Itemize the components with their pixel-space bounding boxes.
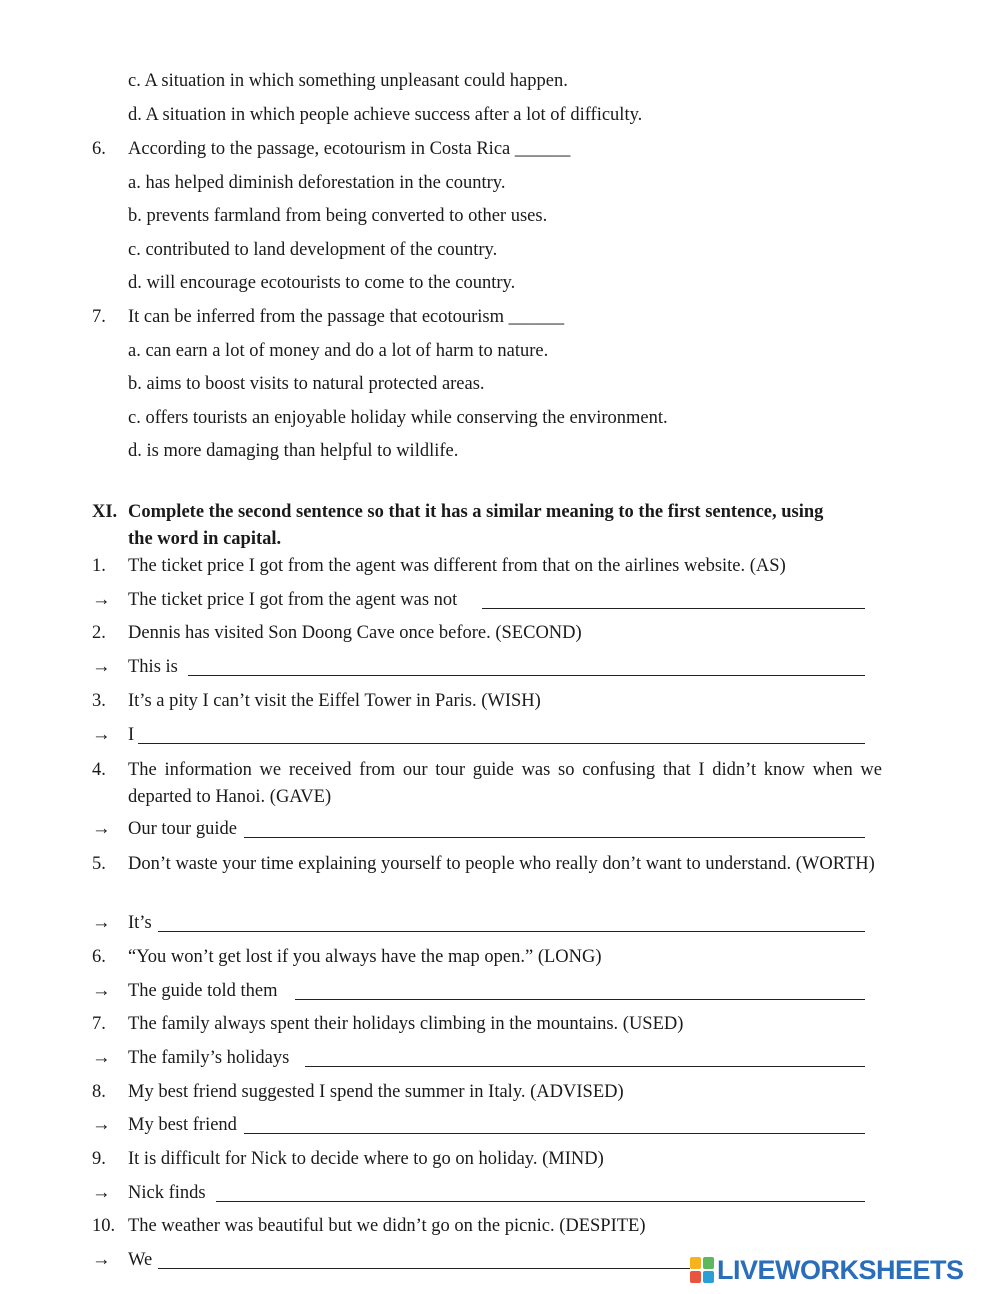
item-prompt: The family’s holidays bbox=[128, 1048, 290, 1068]
item-sentence: The ticket price I got from the agent was different from that on the airlines website. (AS) bbox=[128, 556, 786, 576]
logo-text: LIVEWORKSHEETS bbox=[717, 1255, 964, 1285]
q6-stem: According to the passage, ecotourism in Costa Rica ______ bbox=[128, 139, 571, 159]
answer-blank[interactable] bbox=[216, 1201, 865, 1202]
q6-number: 6. bbox=[92, 139, 106, 159]
item-sentence: The information we received from our tour guide was so confusing that I didn’t know when we departed to Hanoi. (GAVE) bbox=[128, 760, 882, 807]
q6-option-c[interactable]: c. contributed to land development of the country. bbox=[128, 240, 498, 260]
arrow-icon: → bbox=[92, 1048, 111, 1068]
arrow-icon: → bbox=[92, 1183, 111, 1203]
answer-blank[interactable] bbox=[295, 999, 865, 1000]
item-number: 6. bbox=[92, 947, 106, 967]
q7-option-b[interactable]: b. aims to boost visits to natural protected areas. bbox=[128, 374, 485, 394]
item-number: 8. bbox=[92, 1082, 106, 1102]
logo-mark-tile bbox=[690, 1271, 701, 1283]
answer-blank[interactable] bbox=[158, 1268, 690, 1269]
q5-option-d: d. A situation in which people achieve success after a lot of difficulty. bbox=[128, 105, 643, 125]
q7-option-d[interactable]: d. is more damaging than helpful to wildlife. bbox=[128, 441, 459, 461]
q7-option-c[interactable]: c. offers tourists an enjoyable holiday while conserving the environment. bbox=[128, 408, 668, 428]
item-number: 7. bbox=[92, 1014, 106, 1034]
section-number: XI. bbox=[92, 502, 118, 522]
item-prompt: This is bbox=[128, 657, 178, 677]
arrow-icon: → bbox=[92, 981, 111, 1001]
item-sentence: The weather was beautiful but we didn’t go on the picnic. (DESPITE) bbox=[128, 1216, 646, 1236]
answer-blank[interactable] bbox=[158, 931, 865, 932]
item-number: 9. bbox=[92, 1149, 106, 1169]
q6-option-d[interactable]: d. will encourage ecotourists to come to the country. bbox=[128, 273, 516, 293]
item-sentence: My best friend suggested I spend the summer in Italy. (ADVISED) bbox=[128, 1082, 624, 1102]
answer-blank[interactable] bbox=[138, 743, 865, 744]
item-prompt: We bbox=[128, 1250, 153, 1270]
item-prompt: It’s bbox=[128, 913, 152, 933]
logo-mark-tile bbox=[703, 1271, 714, 1283]
item-prompt: Nick finds bbox=[128, 1183, 206, 1203]
item-number: 3. bbox=[92, 691, 106, 711]
item-prompt: Our tour guide bbox=[128, 819, 237, 839]
arrow-icon: → bbox=[92, 1115, 111, 1135]
answer-blank[interactable] bbox=[244, 1133, 865, 1134]
answer-blank[interactable] bbox=[305, 1066, 865, 1067]
arrow-icon: → bbox=[92, 590, 111, 610]
item-sentence: It is difficult for Nick to decide where to go on holiday. (MIND) bbox=[128, 1149, 604, 1169]
item-prompt: My best friend bbox=[128, 1115, 237, 1135]
answer-blank[interactable] bbox=[482, 608, 865, 609]
item-sentence: Dennis has visited Son Doong Cave once before. (SECOND) bbox=[128, 623, 582, 643]
q7-option-a[interactable]: a. can earn a lot of money and do a lot of harm to nature. bbox=[128, 341, 549, 361]
q6-option-a[interactable]: a. has helped diminish deforestation in the country. bbox=[128, 173, 506, 193]
item-number: 2. bbox=[92, 623, 106, 643]
arrow-icon: → bbox=[92, 725, 111, 745]
liveworksheets-mark-icon bbox=[690, 1257, 714, 1283]
q7-number: 7. bbox=[92, 307, 106, 327]
item-number: 4. bbox=[92, 760, 106, 780]
item-number: 5. bbox=[92, 854, 106, 874]
item-number: 10. bbox=[92, 1216, 116, 1236]
section-instruction-line1: Complete the second sentence so that it has a similar meaning to the first sentence, using bbox=[128, 502, 824, 522]
arrow-icon: → bbox=[92, 1250, 111, 1270]
item-sentence: “You won’t get lost if you always have the map open.” (LONG) bbox=[128, 947, 602, 967]
logo-mark-tile bbox=[690, 1257, 701, 1269]
item-prompt: The guide told them bbox=[128, 981, 278, 1001]
liveworksheets-logo[interactable] bbox=[690, 1253, 964, 1287]
item-number: 1. bbox=[92, 556, 106, 576]
q7-stem: It can be inferred from the passage that ecotourism ______ bbox=[128, 307, 565, 327]
logo-mark-tile bbox=[703, 1257, 714, 1269]
arrow-icon: → bbox=[92, 819, 111, 839]
item-prompt: The ticket price I got from the agent was not bbox=[128, 590, 458, 610]
q6-option-b[interactable]: b. prevents farmland from being converted to other uses. bbox=[128, 206, 548, 226]
arrow-icon: → bbox=[92, 913, 111, 933]
section-instruction-line2: the word in capital. bbox=[128, 529, 282, 549]
item-sentence: It’s a pity I can’t visit the Eiffel Tower in Paris. (WISH) bbox=[128, 691, 541, 711]
answer-blank[interactable] bbox=[244, 837, 865, 838]
item-sentence: Don’t waste your time explaining yourself to people who really don’t want to understand. (WORTH) bbox=[128, 854, 875, 874]
answer-blank[interactable] bbox=[188, 675, 865, 676]
q5-option-c: c. A situation in which something unpleasant could happen. bbox=[128, 71, 568, 91]
item-prompt: I bbox=[128, 725, 135, 745]
item-sentence: The family always spent their holidays climbing in the mountains. (USED) bbox=[128, 1014, 684, 1034]
arrow-icon: → bbox=[92, 657, 111, 677]
